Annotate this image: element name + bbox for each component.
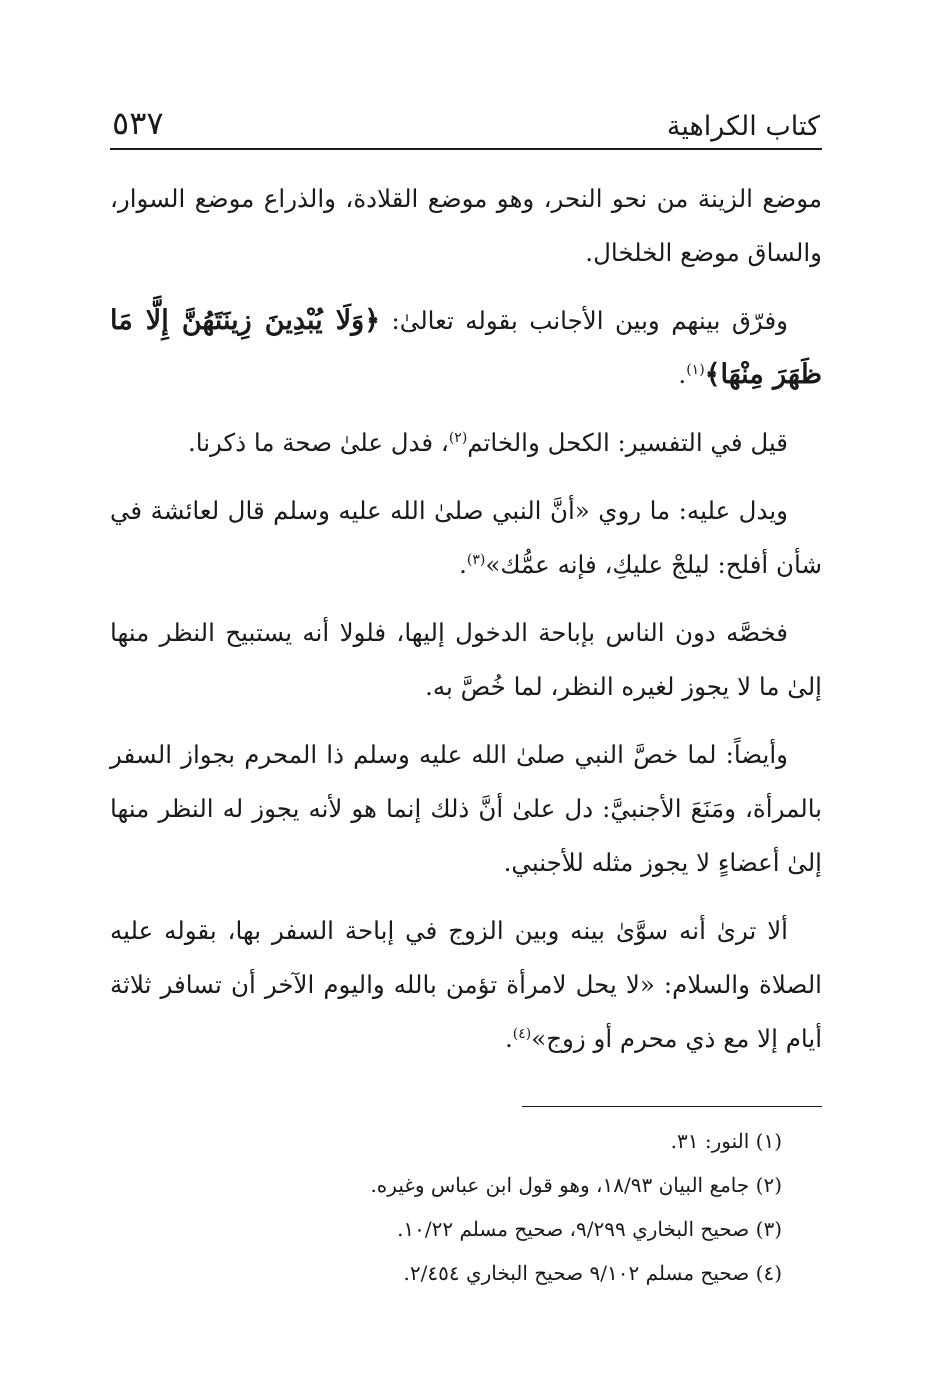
footnotes [110, 1119, 822, 1295]
footnote-mark: (٢) [448, 429, 468, 446]
footnote: (٣) صحيح البخاري ٩/٢٩٩، صحيح مسلم ١٠/٢٢. [397, 1217, 782, 1241]
running-head [110, 92, 822, 142]
paragraph [110, 172, 822, 280]
chapter-title: كتاب الكراهية [666, 111, 820, 142]
paragraph-end: ، فدل علىٰ صحة ما ذكرنا. [187, 428, 449, 457]
paragraph-end: . [678, 360, 687, 389]
footnote: (٤) صحيح مسلم ٩/١٠٢ صحيح البخاري ٢/٤٥٤. [403, 1261, 782, 1285]
paragraph-text: فخصَّه دون الناس بإباحة الدخول إليها، فلولا أنه يستبيح النظر منها إلىٰ ما لا يجوز لغيره النظر، لما خُصَّ به. [110, 618, 822, 701]
footnote-rule [522, 1106, 822, 1107]
paragraph [110, 606, 822, 714]
paragraph [110, 728, 822, 890]
page-number: ٥٣٧ [112, 104, 164, 142]
footnote-mark: (٤) [512, 1025, 532, 1042]
paragraph [110, 416, 822, 470]
footnote: (٢) جامع البيان ١٨/٩٣، وهو قول ابن عباس وغيره. [370, 1173, 782, 1197]
paragraph-end: . [459, 550, 467, 579]
footnote-mark: (٣) [466, 551, 486, 568]
body-text [110, 172, 822, 1066]
quran-verse: ﴿وَلَا يُبْدِينَ زِينَتَهُنَّ إِلَّا مَا ظَهَرَ مِنْهَا﴾ [110, 305, 822, 390]
paragraph-end: . [504, 1024, 513, 1053]
paragraph-text: ويدل عليه: ما روي «أنَّ النبي صلىٰ الله عليه وسلم قال لعائشة في شأن أفلح: ليلجْ عليكِ، فإنه عمُّك» [110, 496, 822, 579]
header-rule [110, 148, 822, 150]
footnote-mark: (١) [686, 361, 705, 378]
paragraph [110, 294, 822, 402]
paragraph-text: قيل في التفسير: الكحل والخاتم [467, 428, 788, 457]
footnote: (١) النور: ٣١. [670, 1129, 782, 1153]
page [110, 92, 822, 1295]
paragraph [110, 904, 822, 1066]
paragraph [110, 484, 822, 592]
paragraph-text: وأيضاً: لما خصَّ النبي صلىٰ الله عليه وسلم ذا المحرم بجواز السفر بالمرأة، ومَنَعَ الأجنبيَّ: دل علىٰ أنَّ ذلك إنما هو لأنه يجوز له النظر منها إلىٰ أعضاءٍ لا يجوز مثله للأجنبي. [110, 740, 822, 877]
paragraph-text: موضع الزينة من نحو النحر، وهو موضع القلادة، والذراع موضع السوار، والساق موضع الخلخال. [110, 184, 822, 267]
paragraph-text: ألا ترىٰ أنه سوَّىٰ بينه وبين الزوج في إباحة السفر بها، بقوله عليه الصلاة والسلام: «لا يحل لامرأة تؤمن بالله واليوم الآخر أن تسافر ثلاثة أيام إلا مع ذي محرم أو زوج» [110, 916, 822, 1053]
paragraph-text: وفرّق بينهم وبين الأجانب بقوله تعالىٰ: [380, 306, 788, 335]
